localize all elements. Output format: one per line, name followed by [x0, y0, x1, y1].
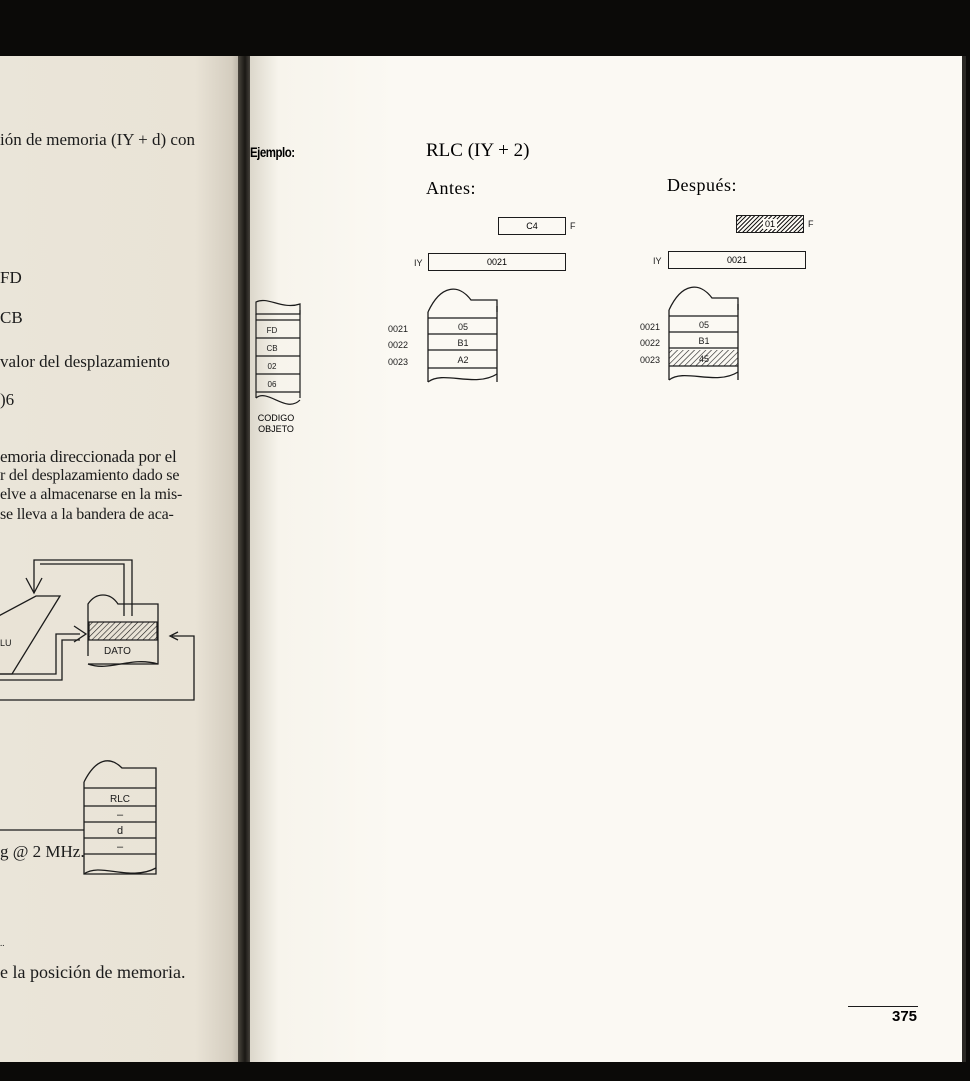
displacement-text: valor del desplazamiento — [0, 352, 170, 371]
object-code-cell-4: 06 — [267, 380, 277, 389]
paragraph-line-1: emoria direccionada por el — [0, 447, 177, 466]
dato-label: DATO — [104, 646, 131, 657]
before-addr-0023: 0023 — [388, 357, 409, 367]
opcode-cb: CB — [0, 308, 23, 327]
timing-text: g @ 2 MHz. — [0, 842, 85, 861]
after-flag-register — [736, 215, 804, 233]
before-addr-0021: 0021 — [388, 324, 409, 334]
paragraph-line-2: r del desplazamiento dado se — [0, 467, 180, 484]
before-memory-block — [425, 284, 505, 394]
footer-mark: .. — [0, 938, 5, 948]
object-code-cell-2: CB — [266, 344, 278, 353]
object-code-stack — [252, 288, 308, 418]
before-addr-0022: 0022 — [388, 340, 409, 350]
before-flag-value: C4 — [526, 221, 538, 231]
instruction-title: RLC (IY + 2) — [426, 140, 530, 161]
before-iy-value: 0021 — [486, 257, 508, 267]
object-code-label-2: OBJETO — [258, 424, 294, 434]
left-text-line-1: ión de memoria (IY + d) con — [0, 130, 195, 149]
instruction-stack-diagram — [0, 756, 244, 886]
after-addr-0023: 0023 — [640, 355, 661, 365]
page-edge — [962, 56, 966, 1062]
stack-cell-dash-1: – — [116, 809, 124, 821]
page-number-rule — [848, 1006, 918, 1007]
after-flag-label: F — [808, 219, 814, 229]
stack-cell-dash-2: – — [116, 841, 124, 853]
object-code-label-1: CODIGO — [257, 413, 295, 423]
left-last-line: e la posición de memoria. — [0, 962, 186, 982]
paragraph-line-3: elve a almacenarse en la mis- — [0, 486, 183, 503]
book-spread — [0, 56, 970, 1062]
before-title: Antes: — [426, 178, 476, 198]
ejemplo-label: Ejemplo: — [250, 144, 295, 160]
paragraph-line-4: se lleva a la bandera de aca- — [0, 506, 174, 523]
before-mem-0023: A2 — [457, 355, 469, 365]
object-code-cell-1: FD — [266, 326, 278, 335]
alu-label: LU — [0, 638, 12, 648]
page-number: 375 — [892, 1008, 918, 1025]
after-mem-0022: B1 — [698, 336, 710, 346]
after-addr-0021: 0021 — [640, 322, 661, 332]
after-memory-block — [666, 282, 746, 392]
object-code-cell-3: 02 — [267, 362, 277, 371]
before-flag-label: F — [570, 221, 576, 231]
opcode-fd: FD — [0, 268, 22, 287]
stack-cell-d: d — [116, 825, 124, 837]
after-flag-value: 01 — [764, 219, 775, 229]
after-iy-register — [668, 251, 806, 269]
opcode-06: )6 — [0, 390, 15, 409]
left-page — [0, 56, 244, 1062]
after-addr-0022: 0022 — [640, 338, 661, 348]
before-iy-register — [428, 253, 566, 271]
before-mem-0022: B1 — [457, 338, 469, 348]
after-iy-label: IY — [653, 256, 662, 266]
after-mem-0023: 45 — [698, 354, 710, 364]
stack-cell-rlc: RLC — [109, 794, 131, 805]
before-iy-label: IY — [414, 258, 423, 268]
after-mem-0021: 05 — [698, 320, 710, 330]
before-flag-register — [498, 217, 566, 235]
after-title: Después: — [667, 175, 737, 195]
after-iy-value: 0021 — [726, 255, 748, 265]
right-page — [250, 56, 966, 1062]
before-mem-0021: 05 — [457, 322, 469, 332]
